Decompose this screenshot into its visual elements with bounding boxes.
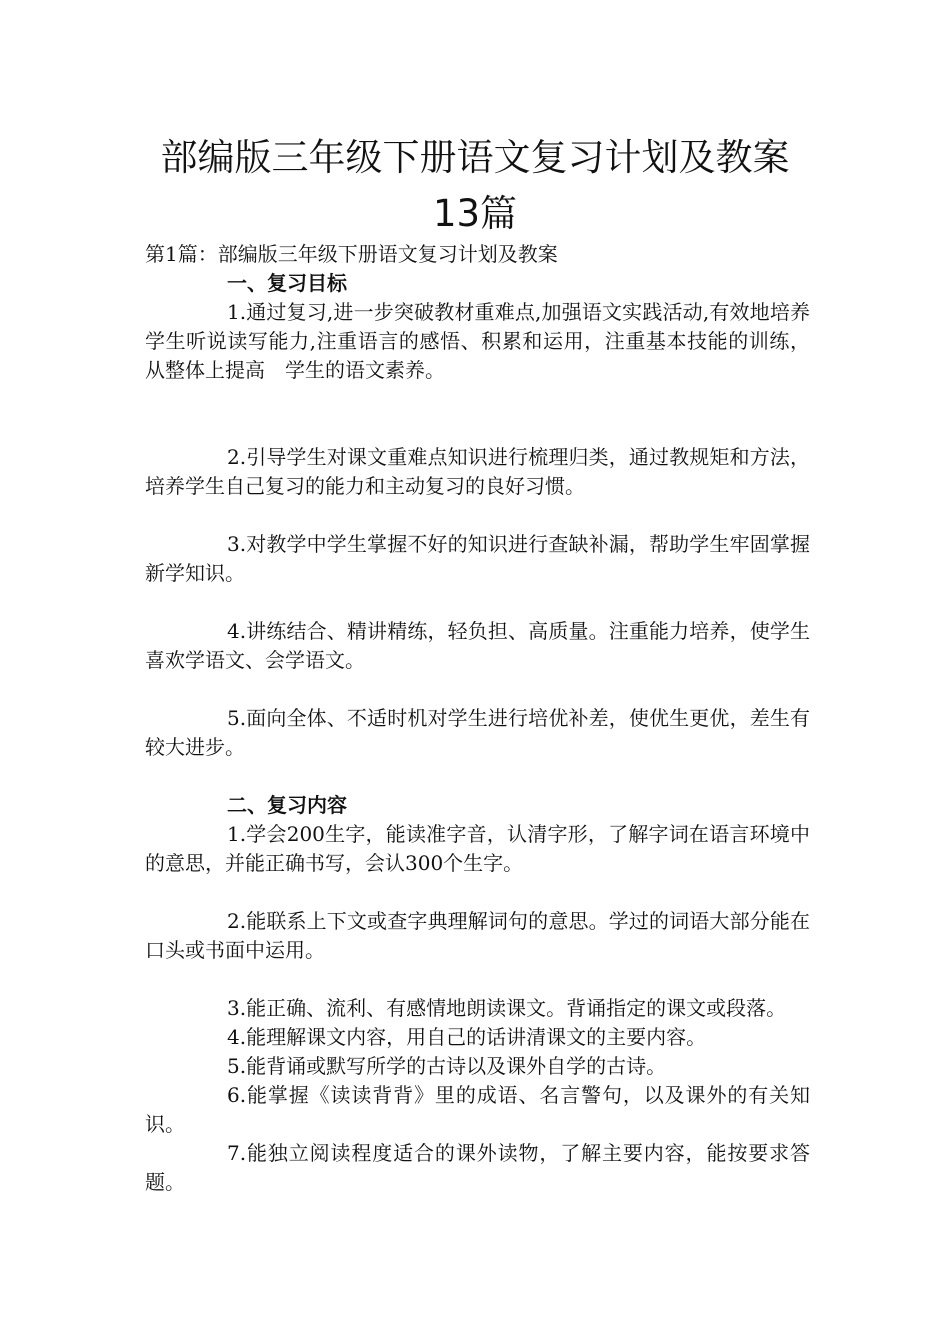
goal-item-4: 4.讲练结合、精讲精练，轻负担、高质量。注重能力培养，使学生喜欢学语文、会学语文。: [145, 619, 810, 672]
goal-item-1: 1.通过复习,进一步突破教材重难点,加强语文实践活动,有效地培养学生听说读写能力,注重语言的感悟、积累和运用，注重基本技能的训练，从整体上提高 学生的语文素养。: [145, 300, 810, 382]
goal-item-3: 3.对教学中学生掌握不好的知识进行查缺补漏，帮助学生牢固掌握新学知识。: [145, 532, 810, 585]
document-subtitle: 第1篇：部编版三年级下册语文复习计划及教案: [145, 242, 558, 266]
section-heading-content: 二、复习内容: [227, 793, 347, 817]
content-item-4: 4.能理解课文内容，用自己的话讲清课文的主要内容。: [227, 1025, 707, 1049]
section-heading-goals: 一、复习目标: [227, 271, 347, 295]
spacer: [145, 762, 810, 791]
content-item-6: 6.能掌握《读读背背》里的成语、名言警句，以及课外的有关知识。: [145, 1083, 810, 1136]
goal-item-2: 2.引导学生对课文重难点知识进行梳理归类，通过教规矩和方法，培养学生自己复习的能力和主动复习的良好习惯。: [145, 445, 810, 498]
spacer: [145, 675, 810, 704]
spacer: [145, 878, 810, 907]
content-item-7: 7.能独立阅读程度适合的课外读物，了解主要内容，能按要求答题。: [145, 1141, 810, 1194]
document-body: [145, 240, 810, 1197]
goal-item-5: 5.面向全体、不适时机对学生进行培优补差，使优生更优，差生有较大进步。: [145, 706, 810, 759]
content-item-2: 2.能联系上下文或查字典理解词句的意思。学过的词语大部分能在口头或书面中运用。: [145, 909, 810, 962]
content-item-3: 3.能正确、流利、有感情地朗读课文。背诵指定的课文或段落。: [227, 996, 787, 1020]
document-title: 部编版三年级下册语文复习计划及教案13篇: [160, 136, 790, 235]
spacer: [145, 965, 810, 994]
content-item-1: 1.学会200生字，能读准字音，认清字形，了解字词在语言环境中的意思，并能正确书写，会认300个生字。: [145, 822, 810, 875]
content-item-5: 5.能背诵或默写所学的古诗以及课外自学的古诗。: [227, 1054, 667, 1078]
spacer: [145, 588, 810, 617]
spacer: [145, 501, 810, 530]
spacer: [145, 385, 810, 443]
